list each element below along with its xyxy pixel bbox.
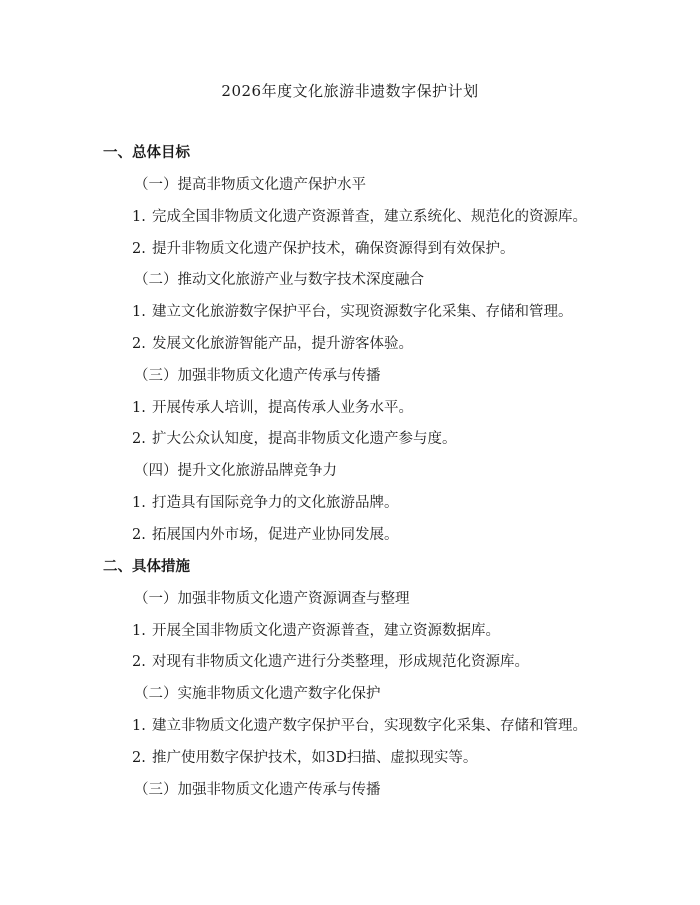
list-item — [132, 525, 399, 545]
list-item — [132, 302, 573, 322]
item-number: 2. — [132, 654, 146, 670]
item-text: 建立文化旅游数字保护平台，实现资源数字化采集、存储和管理。 — [152, 304, 573, 320]
item-text: 建立非物质文化遗产数字保护平台，实现数字化采集、存储和管理。 — [152, 718, 587, 734]
list-item — [132, 652, 529, 672]
list-item — [132, 207, 587, 227]
list-item — [132, 621, 500, 641]
subsection-heading-1-1: （一）提高非物质文化遗产保护水平 — [134, 177, 366, 193]
item-number: 2. — [132, 336, 146, 352]
document-title: 2026年度文化旅游非遗数字保护计划 — [221, 82, 479, 100]
list-item — [132, 748, 477, 768]
item-number: 1. — [132, 495, 146, 511]
item-number: 2. — [132, 431, 146, 447]
item-text: 开展全国非物质文化遗产资源普查，建立资源数据库。 — [152, 623, 500, 639]
list-item — [132, 716, 587, 736]
item-text: 开展传承人培训，提高传承人业务水平。 — [152, 400, 413, 416]
item-text: 完成全国非物质文化遗产资源普查，建立系统化、规范化的资源库。 — [152, 209, 587, 225]
list-item — [132, 398, 413, 418]
list-item — [132, 239, 515, 259]
item-text: 打造具有国际竞争力的文化旅游品牌。 — [152, 495, 399, 511]
item-text: 提升非物质文化遗产保护技术，确保资源得到有效保护。 — [152, 241, 515, 257]
item-text: 发展文化旅游智能产品，提升游客体验。 — [152, 336, 413, 352]
section-heading-2: 二、具体措施 — [103, 559, 190, 575]
item-text: 扩大公众认知度，提高非物质文化遗产参与度。 — [152, 431, 457, 447]
list-item — [132, 493, 399, 513]
item-number: 1. — [132, 209, 146, 225]
item-number: 1. — [132, 304, 146, 320]
subsection-heading-2-2: （二）实施非物质文化遗产数字化保护 — [134, 686, 381, 702]
item-number: 1. — [132, 400, 146, 416]
subsection-heading-2-1: （一）加强非物质文化遗产资源调查与整理 — [134, 591, 410, 607]
subsection-heading-1-4: （四）提升文化旅游品牌竞争力 — [134, 463, 337, 479]
list-item — [132, 334, 413, 354]
subsection-heading-1-2: （二）推动文化旅游产业与数字技术深度融合 — [134, 272, 424, 288]
item-number: 1. — [132, 718, 146, 734]
item-number: 2. — [132, 241, 146, 257]
item-text: 推广使用数字保护技术，如3D扫描、虚拟现实等。 — [152, 750, 478, 766]
item-number: 2. — [132, 750, 146, 766]
list-item — [132, 429, 457, 449]
subsection-heading-2-3: （三）加强非物质文化遗产传承与传播 — [134, 782, 381, 798]
item-number: 2. — [132, 527, 146, 543]
item-number: 1. — [132, 623, 146, 639]
item-text: 拓展国内外市场，促进产业协同发展。 — [152, 527, 399, 543]
subsection-heading-1-3: （三）加强非物质文化遗产传承与传播 — [134, 368, 381, 384]
item-text: 对现有非物质文化遗产进行分类整理，形成规范化资源库。 — [152, 654, 529, 670]
section-heading-1: 一、总体目标 — [103, 145, 190, 161]
